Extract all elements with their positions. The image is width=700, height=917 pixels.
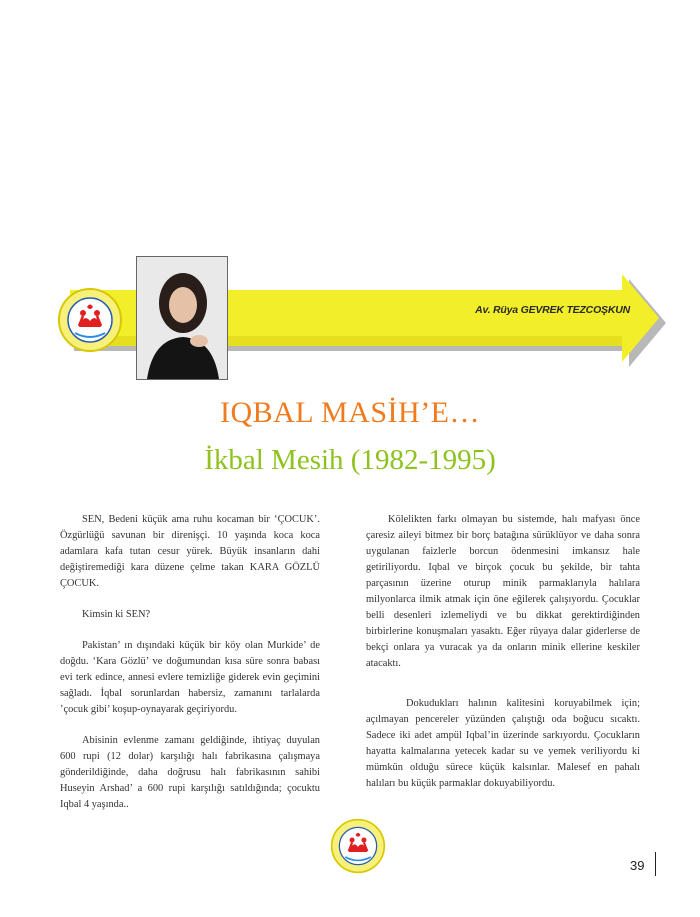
article-title: IQBAL MASİH’E…	[219, 396, 481, 429]
footer-logo-icon	[330, 818, 386, 874]
paragraph: SEN, Bedeni küçük ama ruhu kocaman bir ‘ÇOCUK’. Özgürlüğü savunan bir direnişçi. 10 yaşında koca koca adamlara kafa tutan cesur yürek. Büyük insanların dahi değiştiremediği kara düzene çelme takan KARA GÖZLÜ ÇOCUK.	[60, 514, 320, 589]
author-photo	[136, 256, 228, 380]
author-portrait-icon	[137, 257, 227, 379]
paragraph: Dokudukları halının kalitesini koruyabilmek için; açılmayan pencereler yüzünden çalıştığı oda boğucu sıcaktı. Sadece iki adet ampül Iqbal’in üzerinde sarkıyordu. Çocukların hayatta kalmalarına yetecek kadar su ve yemek veriliyordu ki mümkün olduğu sürece küçük kalsınlar. Malesef en pahalı halıları bu küçük parmaklar dokuyabiliyordu.	[366, 698, 640, 789]
association-logo-icon	[57, 287, 123, 353]
page-number-rule	[655, 852, 656, 876]
article-subtitle: İkbal Mesih (1982-1995)	[204, 444, 496, 476]
page-number: 39	[630, 858, 645, 873]
left-column	[60, 512, 320, 813]
paragraph: Kimsin ki SEN?	[82, 609, 151, 620]
paragraph: Abisinin evlenme zamanı geldiğinde, ihtiyaç duyulan 600 rupi (12 dolar) karşılığı halı fabrikasına çalışmaya gönderildiğinde, daha doğrusu halı fabrikasının sahibi Huseyin Arshad’ a 600 rupi karşılığı satıldığında; çocuktu Iqbal 4 yaşında..	[60, 735, 320, 810]
paragraph: Pakistan’ ın dışındaki küçük bir köy olan Murkide’ de doğdu. ‘Kara Gözlü’ ve doğumundan kısa süre sonra babası evi terk edince, annesi evlere temizliğe giderek evin geçimini sağladı. İqbal sorunlardan habersiz, zamanını tarlalarda ’çocuk gibi’ koşup-oynayarak geçiriyordu.	[60, 640, 320, 715]
right-column	[366, 512, 640, 792]
author-name: Av. Rüya GEVREK TEZCOŞKUN	[475, 304, 630, 316]
paragraph: Kölelikten farkı olmayan bu sistemde, halı mafyası önce çaresiz aileyi bitmez bir borç batağına sürüklüyor ve daha sonra uygulanan faizlerle borcun ödenmesini imkansız hale getiriliyordu. Iqbal ve birçok çocuk bu şekilde, bir tahta parçasının üzerine oturup minik parmaklarıyla halılara milyonlarca ilmik atmak için öne eğilerek çalışıyordu. Çocuklar belli desenleri izlemeliydi ve bu dikkat gerektirdiğinden birbirlerine konuşmaları yasaktı. Eğer rüyaya dalar giderlerse de bekçi onlara ya vuracak ya da onların minik ellerine keskiler atacaktı.	[366, 514, 640, 669]
